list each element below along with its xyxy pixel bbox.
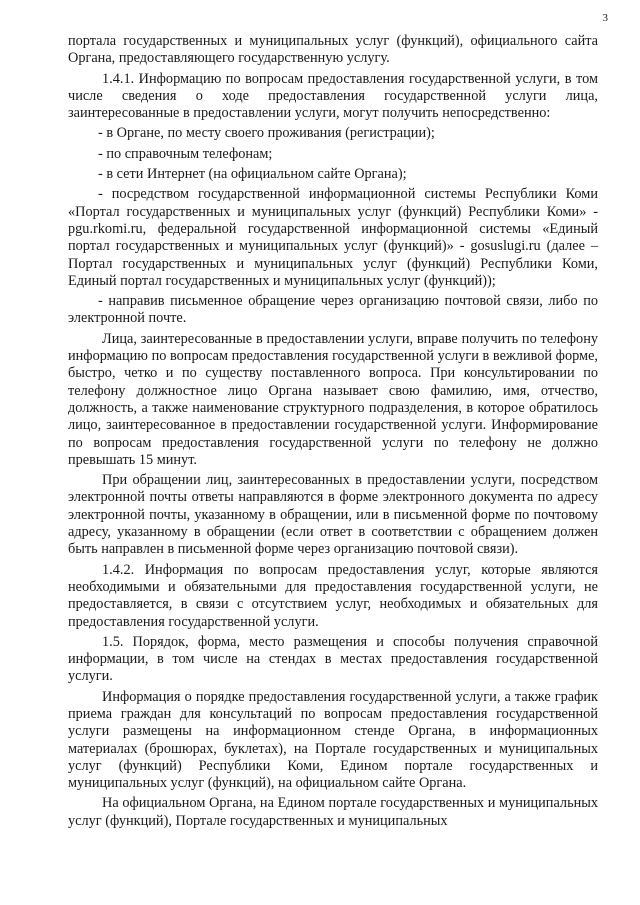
paragraph-phone-consult: Лица, заинтересованные в предоставлении услуги, вправе получить по телефону информацию по вопросам предоставления государственной услуги в вежливой форме, быстро, четко и по существу поставленного вопроса. При консультировании по телефону должностное лицо Органа называет свою фамилию, имя, отчество, должность, а также наименование структурного подразделения, в которое обратилось лицо, заинтересованное в предоставлении государственной услуги. Информирование по вопросам предоставления государственной услуги по телефону не должно превышать 15 минут.	[68, 330, 598, 468]
list-item-portal: - посредством государственной информационной системы Республики Коми «Портал государственных и муниципальных услуг (функций) Республики Коми» - pgu.rkomi.ru, федеральной государственной информационной системы «Единый портал государственных и муниципальных услуг (функций)» - gosuslugi.ru (далее – Портал государственных и муниципальных услуг (функций) Республики Коми, Единый портал государственных и муниципальных услуг (функций));	[68, 186, 598, 289]
list-item-phone: - по справочным телефонам;	[98, 145, 273, 162]
document-body	[68, 33, 598, 833]
paragraph-official-site: На официальном Органа, на Едином портале государственных и муниципальных услуг (функций), Портале государственных и муниципальных	[68, 795, 598, 829]
paragraph-info-placement: Информация о порядке предоставления государственной услуги, а также график приема граждан для консультаций по вопросам предоставления государственной услуги размещены на информационном стенде Органа, в информационных материалах (брошюрах, буклетах), на Портале государственных и муниципальных услуг (функций) Республики Коми, Едином портале государственных и муниципальных услуг (функций), на официальном сайте Органа.	[68, 688, 598, 792]
list-item-organ: - в Органе, по месту своего проживания (регистрации);	[98, 125, 435, 142]
list-item-mail: - направив письменное обращение через организацию почтовой связи, либо по электронной почте.	[68, 293, 598, 327]
paragraph-1-4-2: 1.4.2. Информация по вопросам предоставления услуг, которые являются необходимыми и обязательными для предоставления государственной услуги, не предоставляется, в связи с отсутствием услуг, необходимых и обязательных для предоставления государственной услуги.	[68, 561, 598, 630]
paragraph-1-4-1: 1.4.1. Информацию по вопросам предоставления государственной услуги, в том числе сведения о ходе предоставления государственной услуги лица, заинтересованные в предоставлении услуги, могут получить непосредственно:	[68, 70, 598, 122]
paragraph-1-5: 1.5. Порядок, форма, место размещения и способы получения справочной информации, в том числе на стендах в местах предоставления государственной услуги.	[68, 633, 598, 685]
paragraph-continuation: портала государственных и муниципальных услуг (функций), официального сайта Органа, предоставляющего государственную услугу.	[68, 33, 598, 67]
list-item-internet: - в сети Интернет (на официальном сайте Органа);	[98, 166, 407, 183]
paragraph-email-consult: При обращении лиц, заинтересованных в предоставлении услуги, посредством электронной почты ответы направляются в форме электронного документа по адресу электронной почты, указанному в обращении, или в письменной форме по почтовому адресу, указанному в обращении (если ответ в соответствии с обращением должен быть направлен в письменной форме через организацию почтовой связи).	[68, 472, 598, 558]
page-number: 3	[602, 12, 608, 24]
